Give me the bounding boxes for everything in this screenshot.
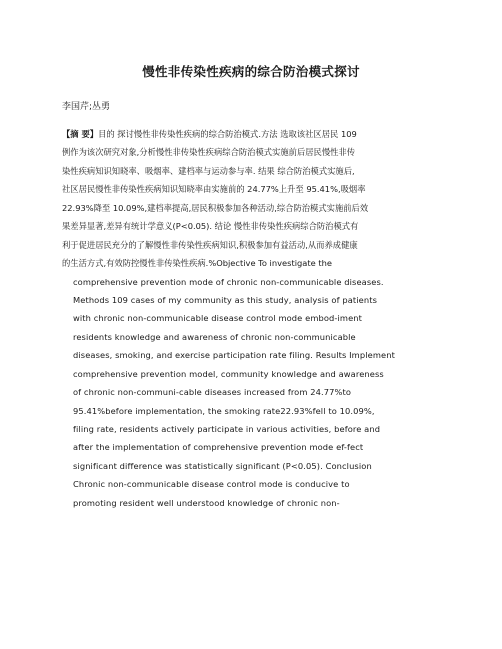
abstract-line: 利于促进居民充分的了解慢性非传染性疾病知识,积极参加有益活动,从而养成健康 <box>62 239 358 250</box>
abstract-line: 22.93%降至 10.09%,建档率提高,居民积极参加各种活动,综合防治模式实施前后效 <box>62 202 369 213</box>
abstract-line-en: promoting resident well understood knowledge of chronic non- <box>73 497 340 508</box>
abstract-line: 例作为该次研究对象,分析慢性非传染性疾病综合防治模式实施前后居民慢性非传 <box>62 147 356 158</box>
abstract-line-en: diseases, smoking, and exercise participation rate filing. Results Implement <box>73 350 395 361</box>
abstract-text: 目的 探讨慢性非传染性疾病的综合防治模式.方法 选取该社区居民 109 <box>98 129 357 139</box>
abstract-line-en: comprehensive prevention model, community knowledge and awareness <box>73 368 384 379</box>
abstract-line <box>62 125 440 143</box>
abstract-line-en: Chronic non-communicable disease control mode is conducive to <box>73 479 350 490</box>
abstract <box>62 125 440 512</box>
abstract-line-en: residents knowledge and awareness of chronic non-communicable <box>73 331 356 342</box>
document-title: 慢性非传染性疾病的综合防治模式探讨 <box>142 64 360 79</box>
abstract-line-en: of chronic non-communi-cable diseases increased from 24.77%to <box>73 387 352 398</box>
abstract-line-en: after the implementation of comprehensive prevention mode ef-fect <box>73 442 364 453</box>
abstract-line-en: 95.41%before implementation, the smoking rate22.93%fell to 10.09%, <box>73 405 375 416</box>
abstract-line: 果差异显著,差异有统计学意义(P<0.05). 结论 慢性非传染性疾病综合防治模式有 <box>62 221 359 232</box>
abstract-line-en: significant difference was statistically significant (P<0.05). Conclusion <box>73 460 372 471</box>
abstract-line-en: Methods 109 cases of my community as this study, analysis of patients <box>73 294 377 305</box>
abstract-line: 社区居民慢性非传染性疾病知识知晓率由实施前的 24.77%上升至 95.41%,吸烟率 <box>62 184 366 195</box>
abstract-line: 染性疾病知识知晓率、吸烟率、建档率与运动参与率. 结果 综合防治模式实施后, <box>62 165 355 176</box>
abstract-tag: 【摘 要】 <box>62 129 99 139</box>
abstract-line-en: filing rate, residents actively participate in various activities, before and <box>73 424 381 434</box>
abstract-line-en: comprehensive prevention mode of chronic non-communicable diseases. <box>73 276 384 287</box>
abstract-line-en: with chronic non-communicable disease control mode embod-iment <box>73 313 363 324</box>
document-authors: 李国芹;丛勇 <box>62 102 111 112</box>
abstract-line: 的生活方式,有效防控慢性非传染性疾病.%Objective To investigate the <box>62 258 332 269</box>
